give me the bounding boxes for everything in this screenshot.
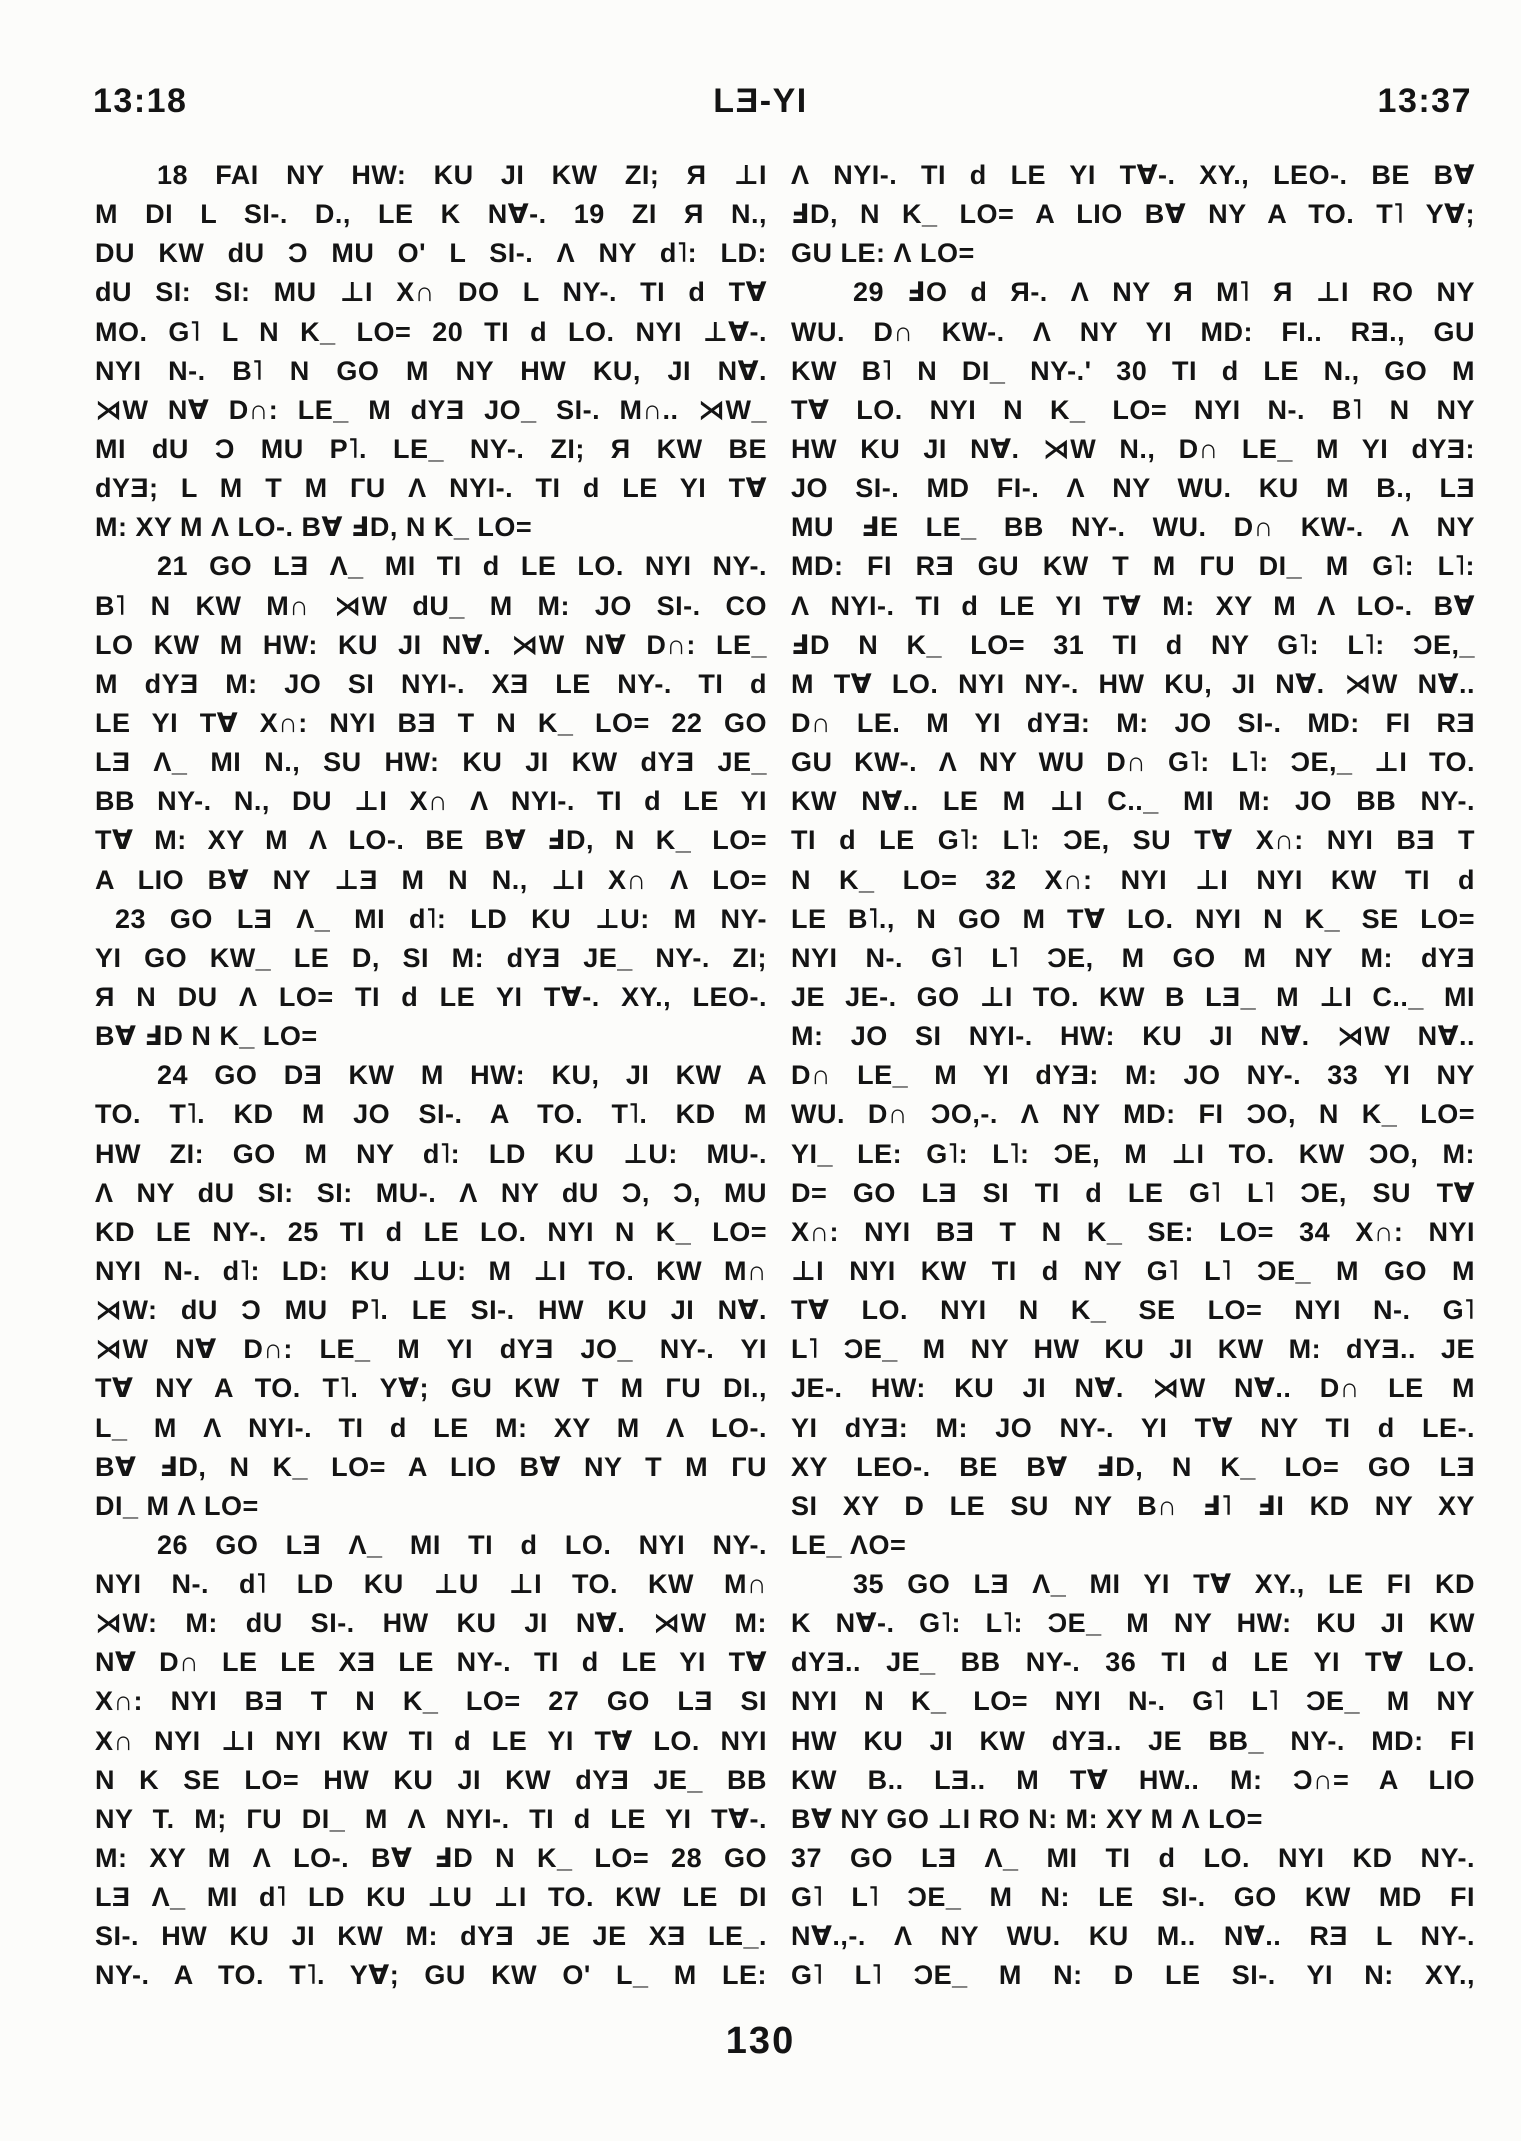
text-line: HW ZI: GO M NY d˥: LD KU ⊥U: MU-. (95, 1138, 767, 1169)
text-line: JE JE-. GO ⊥I TO. KW B LƎ_ M ⊥I C.._ MI (791, 981, 1475, 1012)
text-line: M: XY M Λ LO-. B∀ ℲD, N K_ LO= (95, 512, 533, 543)
text-line: G˥ L˥ ƆE_ M N: LE SI-. GO KW MD FI (791, 1882, 1475, 1913)
text-line: KW N∀.. LE M ⊥I C.._ MI M: JO BB NY-. (791, 786, 1475, 817)
text-line: MI dU Ɔ MU P˥. LE_ NY-. ZI; Я KW BE (95, 433, 767, 464)
text-line: HW KU JI N∀. ⋊W N., D∩ LE_ M YI dYƎ: (791, 433, 1475, 464)
text-line: 24 GO DƎ KW M HW: KU, JI KW A (157, 1060, 767, 1091)
text-line: GU LE: Λ LO= (791, 238, 975, 269)
text-line: dYƎ.. JE_ BB NY-. 36 TI d LE YI T∀ LO. (791, 1647, 1475, 1678)
text-line: Я N DU Λ LO= TI d LE YI T∀-. XY., LEO-. (95, 981, 767, 1012)
header-book-title: LƎ-YI (713, 82, 808, 120)
text-line: DI_ M Λ LO= (95, 1490, 259, 1521)
text-line: ℲD N K_ LO= 31 TI d NY G˥: L˥: ƆE,_ (791, 629, 1475, 660)
text-line: ⊥I NYI KW TI d NY G˥ L˥ ƆE_ M GO M (791, 1255, 1475, 1286)
text-line: X∩ NYI ⊥I NYI KW TI d LE YI T∀ LO. NYI (95, 1725, 767, 1756)
left-text-column (95, 156, 767, 1996)
text-line: TO. T˥. KD M JO SI-. A TO. T˥. KD M (95, 1099, 767, 1130)
text-line: 18 FAI NY HW: KU JI KW ZI; Я ⊥I (157, 160, 767, 190)
text-line: YI GO KW_ LE D, SI M: dYƎ JE_ NY-. ZI; (95, 942, 767, 973)
text-line: L˥ ƆE_ M NY HW KU JI KW M: dYƎ.. JE (791, 1334, 1475, 1365)
text-line: G˥ L˥ ƆE_ M N: D LE SI-. YI N: XY., (791, 1960, 1475, 1991)
text-line: B∀ ℲD, N K_ LO= A LIO B∀ NY T M ГU (95, 1451, 767, 1482)
text-line: B˥ N KW M∩ ⋊W dU_ M M: JO SI-. CO (95, 590, 767, 621)
text-line: B∀ ℲD N K_ LO= (95, 1021, 318, 1052)
text-line: L_ M Λ NYI-. TI d LE M: XY M Λ LO-. (95, 1412, 767, 1443)
text-line: K N∀-. G˥: L˥: ƆE_ M NY HW: KU JI KW (791, 1608, 1475, 1639)
text-line: D= GO LƎ SI TI d LE G˥ L˥ ƆE, SU T∀ (791, 1177, 1475, 1208)
text-line: A LIO B∀ NY ⊥Ǝ M N N., ⊥I X∩ Λ LO= (95, 864, 767, 895)
text-line: NY-. A TO. T˥. Y∀; GU KW O' L_ M LE: (95, 1960, 767, 1991)
text-line: BB NY-. N., DU ⊥I X∩ Λ NYI-. TI d LE YI (95, 786, 767, 817)
text-line: T∀ LO. NYI N K_ SE LO= NYI N-. G˥ (791, 1295, 1475, 1326)
text-line: 23 GO LƎ Λ_ MI d˥: LD KU ⊥U: M NY- (115, 903, 767, 934)
text-line: N K_ LO= 32 X∩: NYI ⊥I NYI KW TI d (791, 864, 1475, 895)
text-line: Λ NYI-. TI d LE YI T∀ M: XY M Λ LO-. B∀ (791, 590, 1475, 621)
text-line: SI XY D LE SU NY B∩ Ⅎ˥ ℲI KD NY XY (791, 1490, 1475, 1521)
text-line: SI-. HW KU JI KW M: dYƎ JE JE XƎ LE_. (95, 1921, 767, 1952)
text-line: LƎ Λ_ MI N., SU HW: KU JI KW dYƎ JE_ (95, 747, 767, 778)
text-line: LO KW M HW: KU JI N∀. ⋊W N∀ D∩: LE_ (95, 629, 767, 660)
right-text-column (791, 156, 1475, 1996)
text-line: N∀ D∩ LE LE XƎ LE NY-. TI d LE YI T∀ (95, 1647, 767, 1678)
text-line: KW B.. LƎ.. M T∀ HW.. M: Ɔ∩= A LIO (791, 1764, 1475, 1795)
text-line: 35 GO LƎ Λ_ MI YI T∀ XY., LE FI KD (853, 1569, 1475, 1600)
text-line: T∀ M: XY M Λ LO-. BE B∀ ℲD, N K_ LO= (95, 825, 767, 856)
text-line: MD: FI RƎ GU KW T M ГU DI_ M G˥: L˥: (791, 551, 1475, 582)
text-line: M T∀ LO. NYI NY-. HW KU, JI N∀. ⋊W N∀.. (791, 668, 1475, 699)
text-line: N K SE LO= HW KU JI KW dYƎ JE_ BB (95, 1764, 767, 1795)
text-line: 21 GO LƎ Λ_ MI TI d LE LO. NYI NY-. (157, 551, 767, 582)
text-line: ℲD, N K_ LO= A LIO B∀ NY A TO. T˥ Y∀; (791, 199, 1475, 230)
text-line: JO SI-. MD FI-. Λ NY WU. KU M B., LƎ (791, 473, 1475, 504)
text-line: NYI N-. d˥: LD: KU ⊥U: M ⊥I TO. KW M∩ (95, 1255, 767, 1286)
text-line: JE-. HW: KU JI N∀. ⋊W N∀.. D∩ LE M (791, 1373, 1475, 1404)
text-line: M: JO SI NYI-. HW: KU JI N∀. ⋊W N∀.. (791, 1021, 1475, 1052)
page-number: 130 (725, 2020, 796, 2062)
text-line: 29 ℲO d Я-. Λ NY Я M˥ Я ⊥I RO NY (853, 277, 1475, 308)
text-line: YI_ LE: G˥: L˥: ƆE, M ⊥I TO. KW ƆO, M: (791, 1138, 1475, 1169)
text-line: ⋊W N∀ D∩: LE_ M dYƎ JO_ SI-. M∩.. ⋊W_ (95, 394, 767, 425)
text-line: M DI L SI-. D., LE K N∀-. 19 ZI Я N., (95, 199, 767, 230)
text-line: Λ NYI-. TI d LE YI T∀-. XY., LEO-. BE B∀ (791, 160, 1475, 190)
text-line: LE B˥., N GO M T∀ LO. NYI N K_ SE LO= (791, 903, 1475, 934)
text-line: KD LE NY-. 25 TI d LE LO. NYI N K_ LO= (95, 1216, 767, 1247)
text-line: T∀ LO. NYI N K_ LO= NYI N-. B˥ N NY (791, 394, 1475, 425)
text-line: dYƎ; L M T M ГU Λ NYI-. TI d LE YI T∀ (95, 473, 767, 504)
text-line: 37 GO LƎ Λ_ MI TI d LO. NYI KD NY-. (791, 1843, 1475, 1874)
text-line: NY T. M; ГU DI_ M Λ NYI-. TI d LE YI T∀-. (95, 1803, 767, 1834)
text-line: N∀.,-. Λ NY WU. KU M.. N∀.. RƎ L NY-. (791, 1921, 1475, 1952)
text-line: ⋊W: dU Ɔ MU P˥. LE SI-. HW KU JI N∀. (95, 1295, 767, 1326)
text-line: ⋊W N∀ D∩: LE_ M YI dYƎ JO_ NY-. YI (95, 1334, 767, 1365)
text-line: X∩: NYI BƎ T N K_ SE: LO= 34 X∩: NYI (791, 1216, 1475, 1247)
text-line: XY LEO-. BE B∀ ℲD, N K_ LO= GO LƎ (791, 1451, 1475, 1482)
text-line: MO. G˥ L N K_ LO= 20 TI d LO. NYI ⊥∀-. (95, 316, 767, 347)
text-line: KW B˥ N DI_ NY-.' 30 TI d LE N., GO M (791, 355, 1475, 386)
header-chapter-verse-right: 13:37 (1377, 82, 1472, 120)
text-line: NYI N K_ LO= NYI N-. G˥ L˥ ƆE_ M NY (791, 1686, 1475, 1717)
text-line: M: XY M Λ LO-. B∀ ℲD N K_ LO= 28 GO (95, 1843, 767, 1874)
text-line: X∩: NYI BƎ T N K_ LO= 27 GO LƎ SI (95, 1686, 767, 1717)
text-line: NYI N-. B˥ N GO M NY HW KU, JI N∀. (95, 355, 767, 386)
text-line: TI d LE G˥: L˥: ƆE, SU T∀ X∩: NYI BƎ T (791, 825, 1475, 856)
text-line: LƎ Λ_ MI d˥ LD KU ⊥U ⊥I TO. KW LE DI (95, 1882, 767, 1913)
text-line: D∩ LE_ M YI dYƎ: M: JO NY-. 33 YI NY (791, 1060, 1475, 1091)
header-chapter-verse-left: 13:18 (93, 82, 188, 120)
text-line: B∀ NY GO ⊥I RO N: M: XY M Λ LO= (791, 1803, 1263, 1834)
text-line: WU. D∩ ƆO,-. Λ NY MD: FI ƆO, N K_ LO= (791, 1099, 1475, 1130)
text-line: NYI N-. d˥ LD KU ⊥U ⊥I TO. KW M∩ (95, 1569, 767, 1600)
text-line: WU. D∩ KW-. Λ NY YI MD: FI.. RƎ., GU (791, 316, 1475, 347)
text-line: MU ℲE LE_ BB NY-. WU. D∩ KW-. Λ NY (791, 512, 1475, 543)
text-line: HW KU JI KW dYƎ.. JE BB_ NY-. MD: FI (791, 1725, 1475, 1756)
text-line: Λ NY dU SI: SI: MU-. Λ NY dU Ɔ, Ɔ, MU (95, 1177, 767, 1208)
page-footer (0, 2020, 1521, 2063)
text-line: 26 GO LƎ Λ_ MI TI d LO. NYI NY-. (157, 1529, 767, 1560)
text-line: ⋊W: M: dU SI-. HW KU JI N∀. ⋊W M: (95, 1608, 767, 1639)
text-line: LE_ ΛO= (791, 1529, 907, 1560)
text-line: D∩ LE. M YI dYƎ: M: JO SI-. MD: FI RƎ (791, 707, 1475, 738)
text-line: NYI N-. G˥ L˥ ƆE, M GO M NY M: dYƎ (791, 942, 1475, 973)
text-line: dU SI: SI: MU ⊥I X∩ DO L NY-. TI d T∀ (95, 277, 767, 308)
text-line: DU KW dU Ɔ MU O' L SI-. Λ NY d˥: LD: (95, 238, 767, 269)
text-line: M dYƎ M: JO SI NYI-. XƎ LE NY-. TI d (95, 668, 767, 699)
text-line: LE YI T∀ X∩: NYI BƎ T N K_ LO= 22 GO (95, 707, 767, 738)
text-line: T∀ NY A TO. T˥. Y∀; GU KW T M ГU DI., (95, 1373, 767, 1404)
text-line: YI dYƎ: M: JO NY-. YI T∀ NY TI d LE-. (791, 1412, 1475, 1443)
text-line: GU KW-. Λ NY WU D∩ G˥: L˥: ƆE,_ ⊥I TO. (791, 747, 1475, 778)
